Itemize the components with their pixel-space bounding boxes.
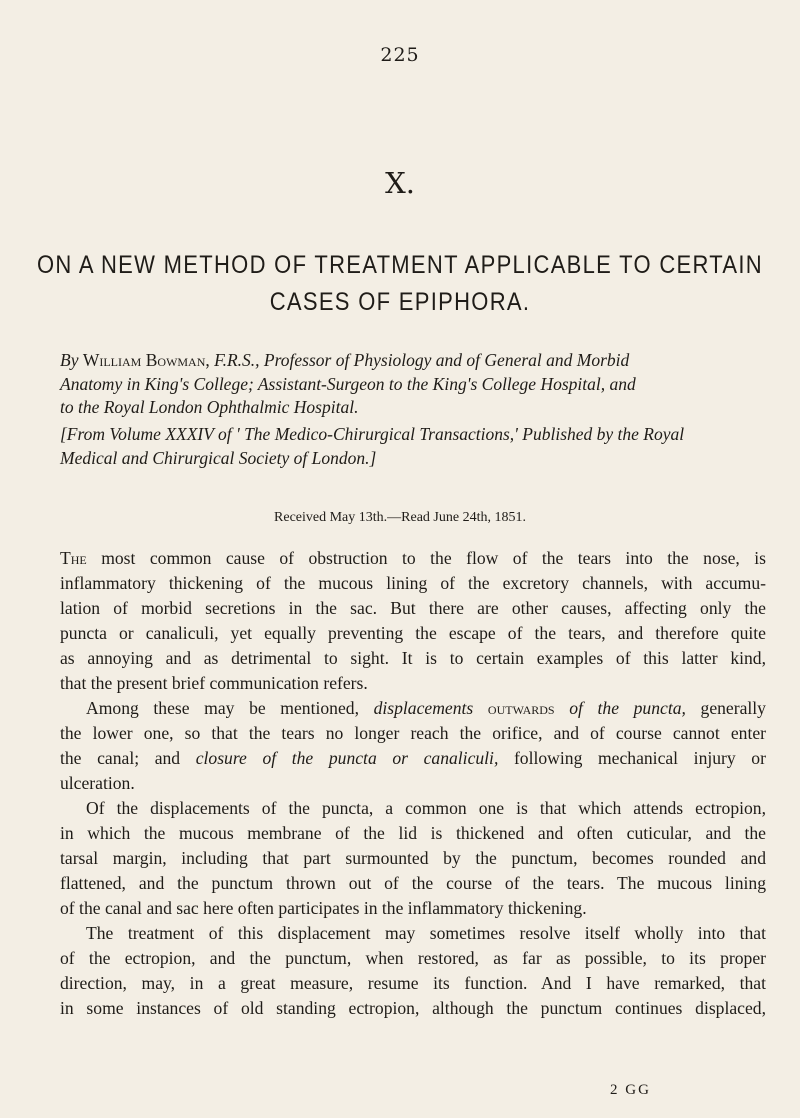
paper-title-line-1: ON A NEW METHOD OF TREATMENT APPLICABLE TO CERTAIN — [37, 250, 763, 279]
body-text: the canal; and — [60, 748, 181, 768]
body-line: tarsal margin, including that part surmounted by the punctum, becomes rounded and — [60, 848, 766, 868]
body-text: most common cause of obstruction to the flow of the tears into the nose, is — [101, 548, 766, 568]
emphasis-text: of the puncta, — [569, 698, 686, 718]
body-line — [60, 548, 766, 569]
byline-affiliation-1: F.R.S., Professor of Physiology and of General and Morbid — [214, 350, 630, 370]
body-line: of the canal and sac here often participates in the inflammatory thickening. — [60, 898, 587, 918]
body-line: Of the displacements of the puncta, a common one is that which attends ectropion, — [86, 798, 766, 818]
body-line — [60, 748, 766, 769]
body-line: flattened, and the punctum thrown out of the course of the tears. The mucous lining — [60, 873, 766, 893]
byline-line-3: to the Royal London Ophthalmic Hospital. — [60, 397, 359, 417]
received-date: Received May 13th.—Read June 24th, 1851. — [274, 510, 526, 525]
author-name: William Bowman, — [82, 350, 210, 370]
body-line: lation of morbid secretions in the sac. But there are other causes, affecting only the — [60, 598, 766, 618]
page-number: 225 — [380, 44, 420, 66]
body-text: Among these may be mentioned, — [86, 698, 359, 718]
body-line: puncta or canaliculi, yet equally preventing the escape of the tears, and therefore quite — [60, 623, 766, 643]
smallcaps-text: outwards — [487, 698, 555, 718]
byline-by: By — [60, 350, 79, 370]
body-line: in which the mucous membrane of the lid is thickened and often cuticular, and the — [60, 823, 766, 843]
body-line: inflammatory thickening of the mucous lining of the excretory channels, with accumu- — [60, 573, 766, 593]
body-line — [86, 698, 766, 719]
chapter-numeral: X. — [385, 166, 415, 200]
body-text: generally — [700, 698, 766, 718]
signature-mark: 2 GG — [610, 1082, 651, 1098]
body-lead-word: The — [60, 548, 87, 568]
body-line: as annoying and as detrimental to sight. It is to certain examples of this latter kind, — [60, 648, 766, 668]
body-text: following mechanical injury or — [513, 748, 766, 768]
paper-title-line-2: CASES OF EPIPHORA. — [269, 287, 531, 316]
body-line: direction, may, in a great measure, resume its function. And I have remarked, that — [60, 973, 766, 993]
byline-line-2: Anatomy in King's College; Assistant-Surgeon to the King's College Hospital, and — [60, 374, 636, 394]
body-line: ulceration. — [60, 773, 135, 793]
body-line: the lower one, so that the tears no longer reach the orifice, and of course cannot enter — [60, 723, 766, 743]
emphasis-text: displacements — [373, 698, 474, 718]
byline-line-1 — [60, 350, 760, 371]
body-line: of the ectropion, and the punctum, when restored, as far as possible, to its proper — [60, 948, 766, 968]
body-line: that the present brief communication refers. — [60, 673, 368, 693]
emphasis-text: closure of the puncta or canaliculi, — [195, 748, 499, 768]
source-note-line-2: Medical and Chirurgical Society of London.] — [60, 448, 377, 468]
body-line: in some instances of old standing ectropion, although the punctum continues displaced, — [60, 998, 766, 1018]
body-line: The treatment of this displacement may sometimes resolve itself wholly into that — [86, 923, 766, 943]
source-note-line-1: [From Volume XXXIV of ' The Medico-Chirurgical Transactions,' Published by the Royal — [60, 424, 685, 444]
